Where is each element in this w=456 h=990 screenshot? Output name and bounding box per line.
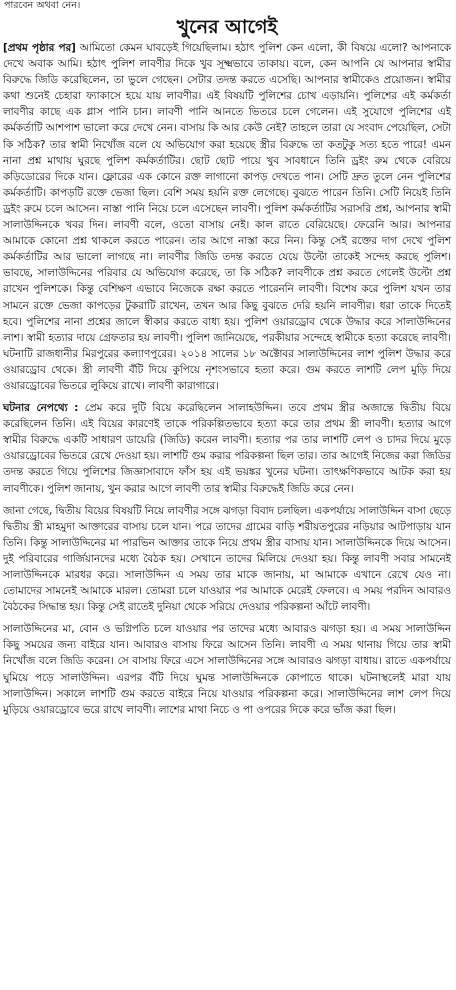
paragraph-text: প্রেম করে দুটি বিয়ে করেছিলেন সালাহউদ্দিন। তবে প্রথম স্ত্রীর অজান্তে দ্বিতীয় বিয়ে করেছিলেন তিনি। এই বিয়ের কারণেই তাকে পরিকল্পিতভাবে হত্যা করে তার প্রথম স্ত্রী লাবণী। হত্যার আগে স্বামীর বিরুদ্ধে একটি সাধারণ ডায়েরি (জিডি) করেন লাবণী। হত্যার পর তার লাশটি লেপ ও চাদর দিয়ে মুড়ে ওয়ারড্রোবের ভিতরে রেখে দেওয়া হয়। লাশটি গুম করার পরিকল্পনা ছিল তার। তার আগেই নিজের করা জিডির তদন্ত করতে গিয়ে পুলিশের জিজ্ঞাসাবাদে ফাঁস হয় এই ভয়ঙ্কর খুনের ঘটনা। তাৎক্ষণিকভাবে আটক করা হয় লাবণীকে। পুলিশ জানায়, খুন করার আগে লাবণী তার স্বামীর বিরুদ্ধেই জিডি করে নেন। bbox=[3, 402, 451, 495]
article-paragraph bbox=[3, 400, 451, 497]
paragraph-lead-tag: ঘটনার নেপথ্যে : bbox=[3, 402, 79, 415]
article-paragraph bbox=[3, 40, 451, 394]
paragraph-lead-tag: [প্রথম পৃষ্ঠার পর] bbox=[3, 42, 76, 54]
article-paragraph bbox=[3, 503, 451, 616]
article-paragraph bbox=[3, 621, 451, 718]
previous-article-tail: পারবেন অথবা নেন। bbox=[4, 0, 81, 11]
paragraph-text: আমিতো কেমন ঘাবড়েই গিয়েছিলাম। হঠাৎ পুলিশ কেন এলো, কী বিষয়ে এলো? আপনাকে দেখে অবাক আমি। হঠাৎ পুলিশ লাবণীর দিকে খুব সূক্ষ্মভাবে তাকায়। বলে, কেন আপনি যে আপনার স্বামীর বিরুদ্ধে জিডি করেছিলেন, তা ভুলে গেছেন। সেটার তদন্ত করতে এসেছি। আপনার স্বামীকেও প্রয়োজন। স্বামীর কথা শুনেই চেহারা ফ্যাকাসে হয়ে যায় লাবণীর। এই বিষয়টি পুলিশের চোখ এড়ায়নি। পুলিশের এই কর্মকর্তা লাবণীর কাছে এক গ্লাস পানি চান। লাবণী পানি আনতে ভিতরে চলে গেলেন। এই সুযোগে পুলিশের এই কর্মকর্তাটি আশপাশ ভালো করে দেখে নেন। বাসায় কি আর কেউ নেই? তাহলে তারা যে সংবাদ পেয়েছিল, সেটা কি সঠিক? তার স্বামী নিখোঁজ বলে যে অভিযোগ করা হয়েছে স্ত্রীর বিরুদ্ধে তা কতটুকু সত্য হতে পারে! এমন নানা প্রশ্ন মাথায় ঘুরছে পুলিশ কর্মকর্তাটির। ছোট ছোট পায়ে খুব সাবধানে তিনি ড্রইং রুম থেকে বেরিয়ে কড়িডোরের দিকে যান। ফ্লোরের এক কোনে রক্ত লাগানো কাপড় দেখতে পান। সেটি দ্রুত তুলে নেন পুলিশের কর্মকর্তাটি। কাপড়টি রক্তে ভেজা ছিল। বেশি সময় হয়নি রক্ত লেগেছে। বুঝতে পারেন তিনি। সেটি নিয়েই তিনি ড্রইং রুমে চলে আসেন। নাস্তা পানি নিয়ে চলে এসেছেন লাবণী। পুলিশ কর্মকর্তাটির সরাসরি প্রশ্ন, আপনার স্বামী সালাউদ্দিনকে খবর দিন। লাবণী বলে, ওতো বাসায় নেই। কাল রাতে বেরিয়েছে। ফেরেনি আর। আপনার আমাকে কোনো প্রশ্ন থাকলে করতে পারেন। তার আগে নাস্তা করে নিন। কিন্তু সেই রক্তের দাগ দেখে পুলিশ কর্মকর্তাটির আর ভালো লাগছে না। লাবণীর জিডি তদন্ত করতে যেয়ে উল্টো তাকেই সন্দেহ করছে পুলিশ। ভাবছে, সালাউদ্দিনের পরিবার যে অভিযোগ করেছে, তা কি সঠিক? লাবণীকে প্রশ্ন করতে গেলেই উল্টো প্রশ্ন রাখেন পুলিশকে। কিন্তু বেশিক্ষণ এভাবে নিজেকে রক্ষা করতে পারেননি লাবণী। বিশেষ করে পুলিশ যখন তার সামনে রক্তে ভেজা কাপড়ের টুকরাটি রাখেন, তখন আর কিছু বুঝতে দেরি হয়নি লাবণীর। ধরা তাকে দিতেই হবে। পুলিশের নানা প্রশ্নের জালে স্বীকার করতে বাধ্য হয়। পুলিশ ওয়ারড্রোব থেকে উদ্ধার করে সালাউদ্দিনের লাশ। স্বামী হত্যার দায়ে গ্রেফতার হয় লাবণী। পুলিশ জানিয়েছে, পরকীয়ার সন্দেহে স্বামীকে হত্যা করেছে লাবণী। ঘটনাটি রাজধানীর মিরপুরের কল্যাণপুরের। ২০১৪ সালের ১৮ অক্টোবর সালাউদ্দিনের লাশ পুলিশ উদ্ধার করে ওয়ারড্রোব থেকে। স্ত্রী লাবণী বঁটি দিয়ে কুপিয়ে নৃশংসভাবে হত্যা করে। গুম করতে লাশটি লেপ মুড়ি দিয়ে ওয়ারড্রোবের ভিতরে লুকিয়ে রাখে। লাবণী কারাগারে। bbox=[3, 42, 451, 392]
paragraph-text: জানা গেছে, দ্বিতীয় বিয়ের বিষয়টি নিয়ে লাবণীর সঙ্গে ঝগড়া বিবাদ চলছিল। একপর্যায়ে সালাউদ্দিন বাসা ছেড়ে দ্বিতীয় স্ত্রী মাহমুদা আক্তারের বাসায় চলে যান। পরে তাদের গ্রামের বাড়ি শরীয়তপুরের নড়িয়ার আটপাড়ায় যান তিনি। কিন্তু সালাউদ্দিনের মা পারভিন আক্তার তাকে নিয়ে প্রথম স্ত্রীর বাসায় যান। সালাউদ্দিনকে দিয়ে আসেন। দুই পরিবারের গার্জিয়ানদের মধ্যে বৈঠক হয়। সেখানে তাদের মিলিয়ে দেওয়া হয়। কিন্তু লাবণী সবার সামনেই সালাউদ্দিনকে মারধর করে। সালাউদ্দিন এ সময় তার মাকে জানায়, মা আমাকে এখানে রেখে যেও না। তোমাদের সামনেই আমাকে মারল। তোমরা চলে যাওয়ার পর আমাকে মেরেই ফেলবে। এ সময় পরদিন আবারও বৈঠকের সিদ্ধান্ত হয়। কিন্তু সেই রাতেই দুনিয়া থেকে সরিয়ে দেওয়ার পরিকল্পনা আঁটে লাবণী। bbox=[3, 504, 451, 614]
article-body bbox=[3, 40, 451, 718]
article bbox=[3, 0, 451, 718]
article-headline: খুনের আগেই bbox=[176, 16, 278, 38]
paragraph-text: সালাউদ্দিনের মা, বোন ও ভগ্নিপতি চলে যাওয়ার পর তাদের মধ্যে আবারও ঝগড়া হয়। এ সময় সালাউদ্দিন কিছু সময়ের জন্য বাইরে যান। আবারও বাসায় ফিরে আসেন তিনি। লাবণী এ সময় থানায় গিয়ে তার স্বামী নিখোঁজ বলে জিডি করেন। সে বাসায় ফিরে এসে সালাউদ্দিনের সঙ্গে আবারও ঝগড়া বাধায়। রাতে একপর্যায়ে ঘুমিয়ে পড়ে সালাউদ্দিন। এরপর বঁটি দিয়ে ঘুমন্ত সালাউদ্দিনকে কোপাতে থাকে। ঘটনাস্থলেই মারা যায় সালাউদ্দিন। সকালে লাশটি গুম করতে বাইরে নিয়ে যাওয়ার পরিকল্পনা করে। সালাউদ্দিনের লাশ লেপ দিয়ে মুড়িয়ে ওয়ারড্রোবে ভরে রাখে লাবণী। লাশের মাথা নিচে ও পা ওপরের দিকে করে ভাঁজ করা ছিল। bbox=[3, 623, 451, 716]
